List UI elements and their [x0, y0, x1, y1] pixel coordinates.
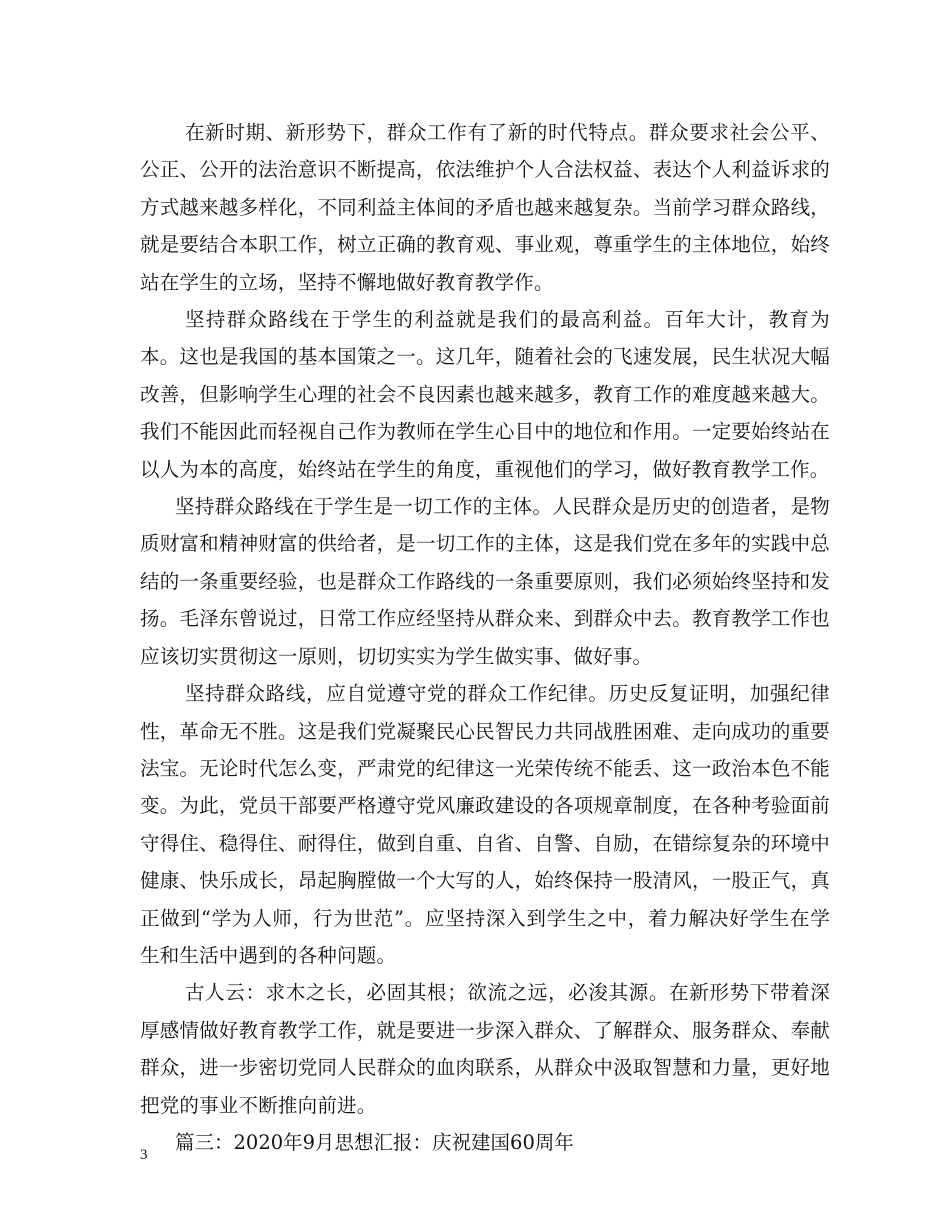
page-number: 3: [140, 1147, 148, 1163]
document-body: [140, 114, 830, 1161]
section-heading: 篇三：2020年9月思想汇报：庆祝建国60周年: [175, 1130, 574, 1154]
paragraph-4: 坚持群众路线，应自觉遵守党的群众工作纪律。历史反复证明，加强纪律性，革命无不胜。这是我们党凝聚民心民智民力共同战胜困难、走向成功的重要法宝。无论时代怎么变，严肃党的纪律这一光荣传统不能丢、这一政治本色不能变。为此，党员干部要严格遵守党风廉政建设的各项规章制度，在各种考验面前守得住、稳得住、耐得住，做到自重、自省、自警、自励，在错综复杂的环境中健康、快乐成长，昂起胸膛做一个大写的人，始终保持一股清风，一股正气，真正做到“学为人师，行为世范”。应坚持深入到学生之中，着力解决好学生在学生和生活中遇到的各种问题。: [140, 682, 830, 967]
paragraph-2: 坚持群众路线在于学生的利益就是我们的最高利益。百年大计，教育为本。这也是我国的基本国策之一。这几年，随着社会的飞速发展，民生状况大幅改善，但影响学生心理的社会不良因素也越来越多，教育工作的难度越来越大。我们不能因此而轻视自己作为教师在学生心目中的地位和作用。一定要始终站在以人为本的高度，始终站在学生的角度，重视他们的学习，做好教育教学工作。: [140, 308, 830, 481]
paragraph-3: 坚持群众路线在于学生是一切工作的主体。人民群众是历史的创造者，是物质财富和精神财富的供给者，是一切工作的主体，这是我们党在多年的实践中总结的一条重要经验，也是群众工作路线的一条重要原则，我们必须始终坚持和发扬。毛泽东曾说过，日常工作应经坚持从群众来、到群众中去。教育教学工作也应该切实贯彻这一原则，切切实实为学生做实事、做好事。: [140, 495, 830, 668]
paragraph-5: 古人云：求木之长，必固其根；欲流之远，必浚其源。在新形势下带着深厚感情做好教育教学工作，就是要进一步深入群众、了解群众、服务群众、奉献群众，进一步密切党同人民群众的血肉联系，从群众中汲取智慧和力量，更好地把党的事业不断推向前进。: [140, 981, 830, 1117]
paragraph-1: 在新时期、新形势下，群众工作有了新的时代特点。群众要求社会公平、公正、公开的法治意识不断提高，依法维护个人合法权益、表达个人利益诉求的方式越来越多样化，不同利益主体间的矛盾也越来越复杂。当前学习群众路线，就是要结合本职工作，树立正确的教育观、事业观，尊重学生的主体地位，始终站在学生的立场，坚持不懈地做好教育教学作。: [140, 121, 830, 294]
